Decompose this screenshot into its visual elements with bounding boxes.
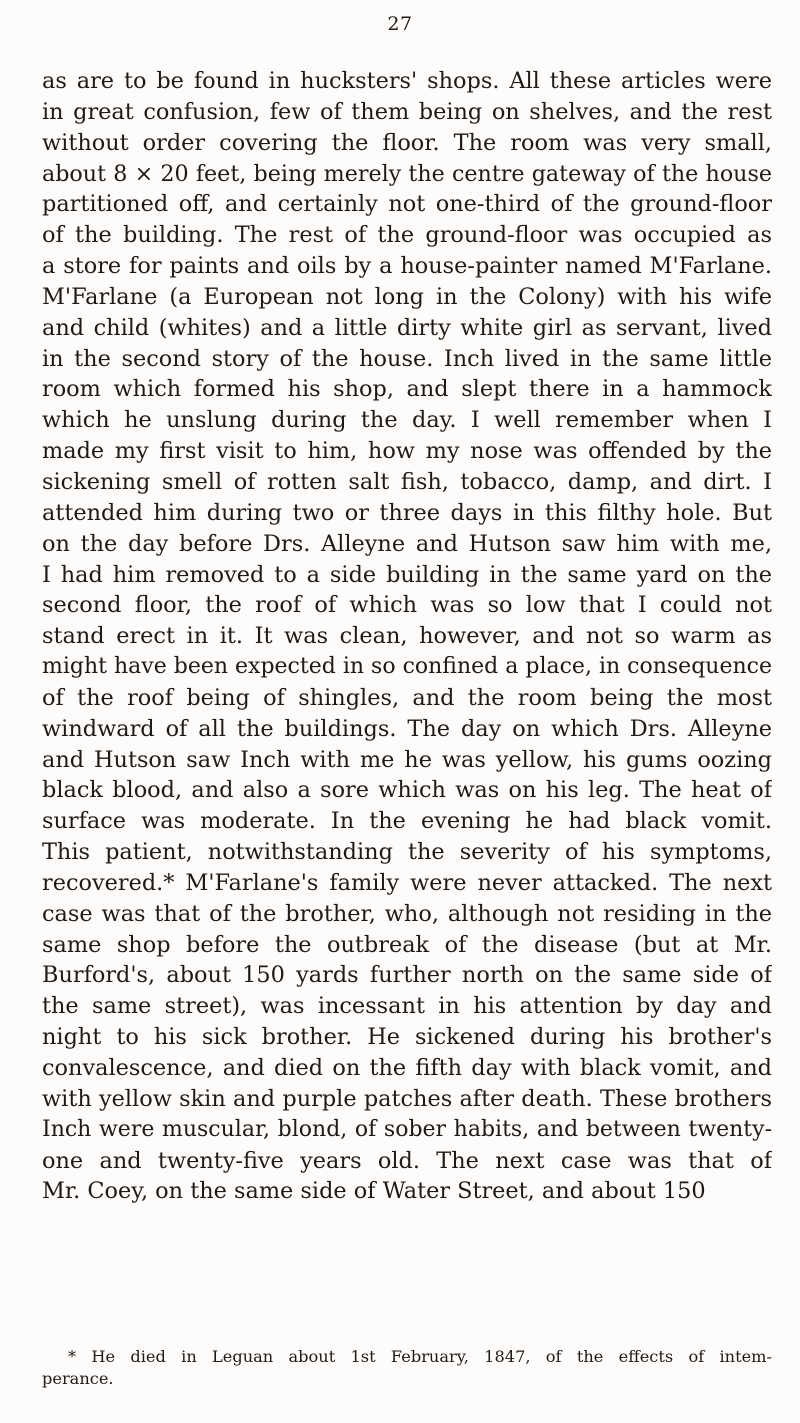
text-line: partitioned off, and certainly not one-third of the ground-floor [42,191,772,218]
text-line: attended him during two or three days in this filthy hole. But [42,499,772,526]
text-line: might have been expected in so confined a place, in consequence [42,654,772,680]
text-line: Burford's, about 150 yards further north on the same side of [42,962,772,989]
text-line: with yellow skin and purple patches after death. These brothers [42,1085,772,1112]
body-text [42,66,772,1207]
text-line: as are to be found in hucksters' shops. All these articles were [42,68,772,94]
text-line: of the building. The rest of the ground-floor was occupied as [42,222,772,249]
text-line: case was that of the brother, who, although not residing in the [42,900,772,927]
text-line: without order covering the floor. The room was very small, [42,129,772,156]
text-line: Mr. Coey, on the same side of Water Street, and about 150 [42,1178,706,1205]
text-line: recovered.* M'Farlane's family were never attacked. The next [42,869,772,896]
text-line: a store for paints and oils by a house-painter named M'Farlane. [42,253,772,280]
text-line: on the day before Drs. Alleyne and Hutson saw him with me, [42,530,772,557]
text-line: night to his sick brother. He sickened during his brother's [42,1024,772,1051]
text-line: made my first visit to him, how my nose was offended by the [42,438,772,465]
text-line: and Hutson saw Inch with me he was yellow, his gums oozing [42,746,772,773]
text-line: black blood, and also a sore which was on his leg. The heat of [42,777,772,804]
text-line: windward of all the buildings. The day on which Drs. Alleyne [42,715,772,742]
text-line: room which formed his shop, and slept there in a hammock [42,376,772,403]
text-line: in the second story of the house. Inch lived in the same little [42,345,772,372]
text-line: Inch were muscular, blond, of sober habits, and between twenty- [42,1116,772,1142]
footnote-line: perance. [42,1369,114,1388]
text-line: and child (whites) and a little dirty white girl as servant, lived [42,314,772,341]
text-line: This patient, notwithstanding the severity of his symptoms, [42,839,772,866]
text-line: same shop before the outbreak of the disease (but at Mr. [42,931,772,958]
text-line: convalescence, and died on the fifth day with black vomit, and [42,1055,772,1081]
page-number: 27 [387,13,413,35]
text-line: one and twenty-five years old. The next case was that of [42,1147,772,1174]
text-line: in great confusion, few of them being on shelves, and the rest [42,98,772,125]
footnote [42,1346,772,1390]
footnote-line: * He died in Leguan about 1st February, 1847, of the effects of intem- [68,1347,772,1366]
text-line: surface was moderate. In the evening he had black vomit. [42,808,772,835]
text-line: I had him removed to a side building in the same yard on the [42,561,772,588]
text-line: about 8 × 20 feet, being merely the centre gateway of the house [42,160,772,187]
text-line: which he unslung during the day. I well remember when I [42,407,772,434]
text-line: sickening smell of rotten salt fish, tobacco, damp, and dirt. I [42,468,772,495]
text-line: second floor, the roof of which was so low that I could not [42,592,772,619]
text-line: stand erect in it. It was clean, however, and not so warm as [42,623,772,650]
text-line: of the roof being of shingles, and the room being the most [42,684,772,711]
text-line: the same street), was incessant in his attention by day and [42,993,772,1020]
text-line: M'Farlane (a European not long in the Colony) with his wife [42,283,772,310]
